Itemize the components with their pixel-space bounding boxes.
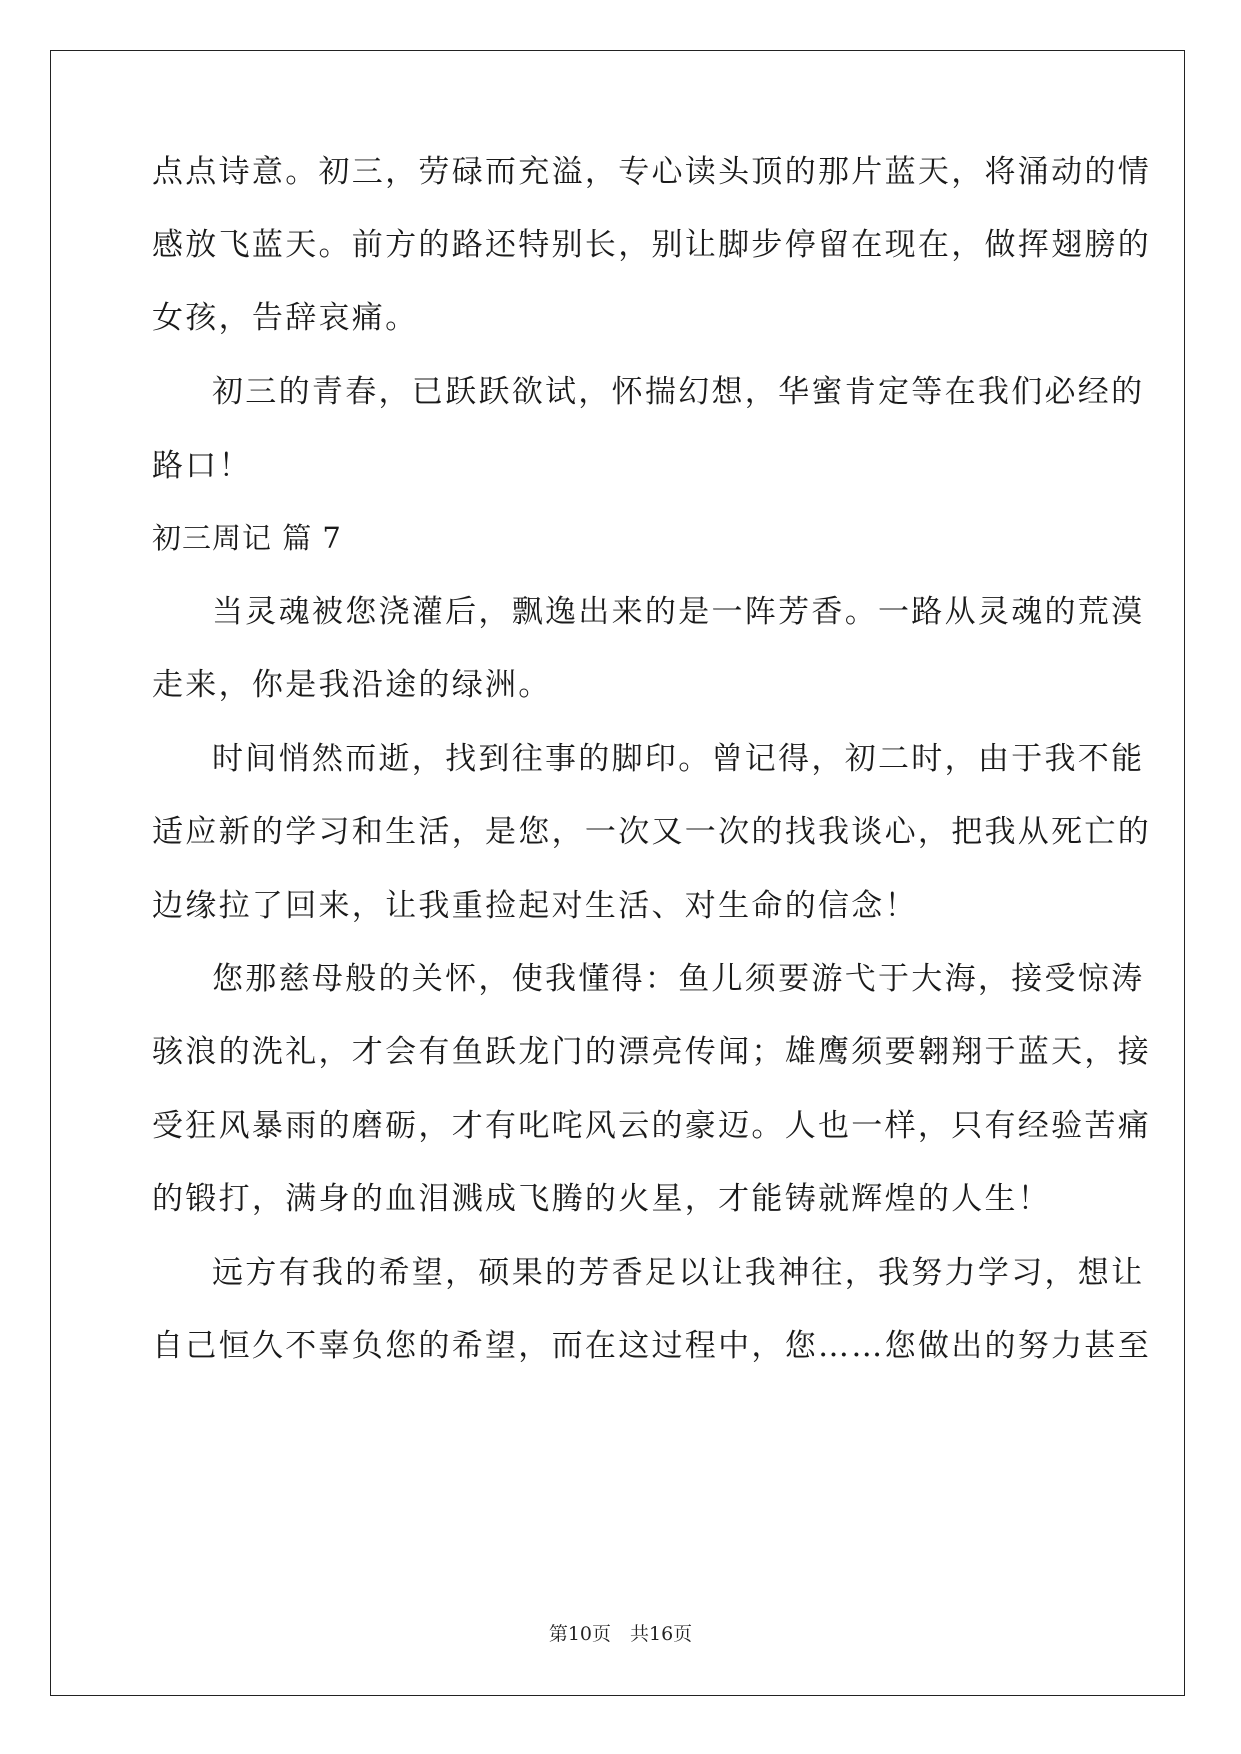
paragraph-first-line: 初三的青春，已跃跃欲试，怀揣幻想，华蜜肯定等在我们必经的	[212, 374, 1145, 410]
text-line: 女孩，告辞哀痛。	[152, 300, 419, 336]
page-number-footer: 第10页 共16页	[548, 1623, 693, 1645]
paragraph-first-line: 时间悄然而逝，找到往事的脚印。曾记得，初二时，由于我不能	[212, 741, 1145, 777]
text-line: 骇浪的洗礼，才会有鱼跃龙门的漂亮传闻；雄鹰须要翱翔于蓝天，接	[152, 1034, 1151, 1070]
text-line: 自己恒久不辜负您的希望，而在这过程中，您……您做出的努力甚至	[152, 1328, 1151, 1364]
text-line: 的锻打，满身的血泪溅成飞腾的火星，才能铸就辉煌的人生！	[152, 1181, 1052, 1217]
paragraph-first-line: 当灵魂被您浇灌后，飘逸出来的是一阵芳香。一路从灵魂的荒漠	[212, 594, 1145, 630]
text-line: 边缘拉了回来，让我重捡起对生活、对生命的信念！	[152, 888, 918, 924]
text-line: 点点诗意。初三，劳碌而充溢，专心读头顶的那片蓝天，将涌动的情	[152, 154, 1151, 190]
text-line: 受狂风暴雨的磨砺，才有叱咤风云的豪迈。人也一样，只有经验苦痛	[152, 1108, 1151, 1144]
text-line: 走来，你是我沿途的绿洲。	[152, 667, 552, 703]
text-line: 感放飞蓝天。前方的路还特别长，别让脚步停留在现在，做挥翅膀的	[152, 227, 1151, 263]
paragraph-first-line: 远方有我的希望，硕果的芳香足以让我神往，我努力学习，想让	[212, 1255, 1145, 1291]
text-line: 路口！	[152, 448, 252, 484]
paragraph-first-line: 您那慈母般的关怀，使我懂得：鱼儿须要游弋于大海，接受惊涛	[212, 961, 1145, 997]
section-heading: 初三周记 篇 7	[152, 521, 342, 555]
text-line: 适应新的学习和生活，是您，一次又一次的找我谈心，把我从死亡的	[152, 814, 1151, 850]
page-border	[50, 50, 1185, 1696]
